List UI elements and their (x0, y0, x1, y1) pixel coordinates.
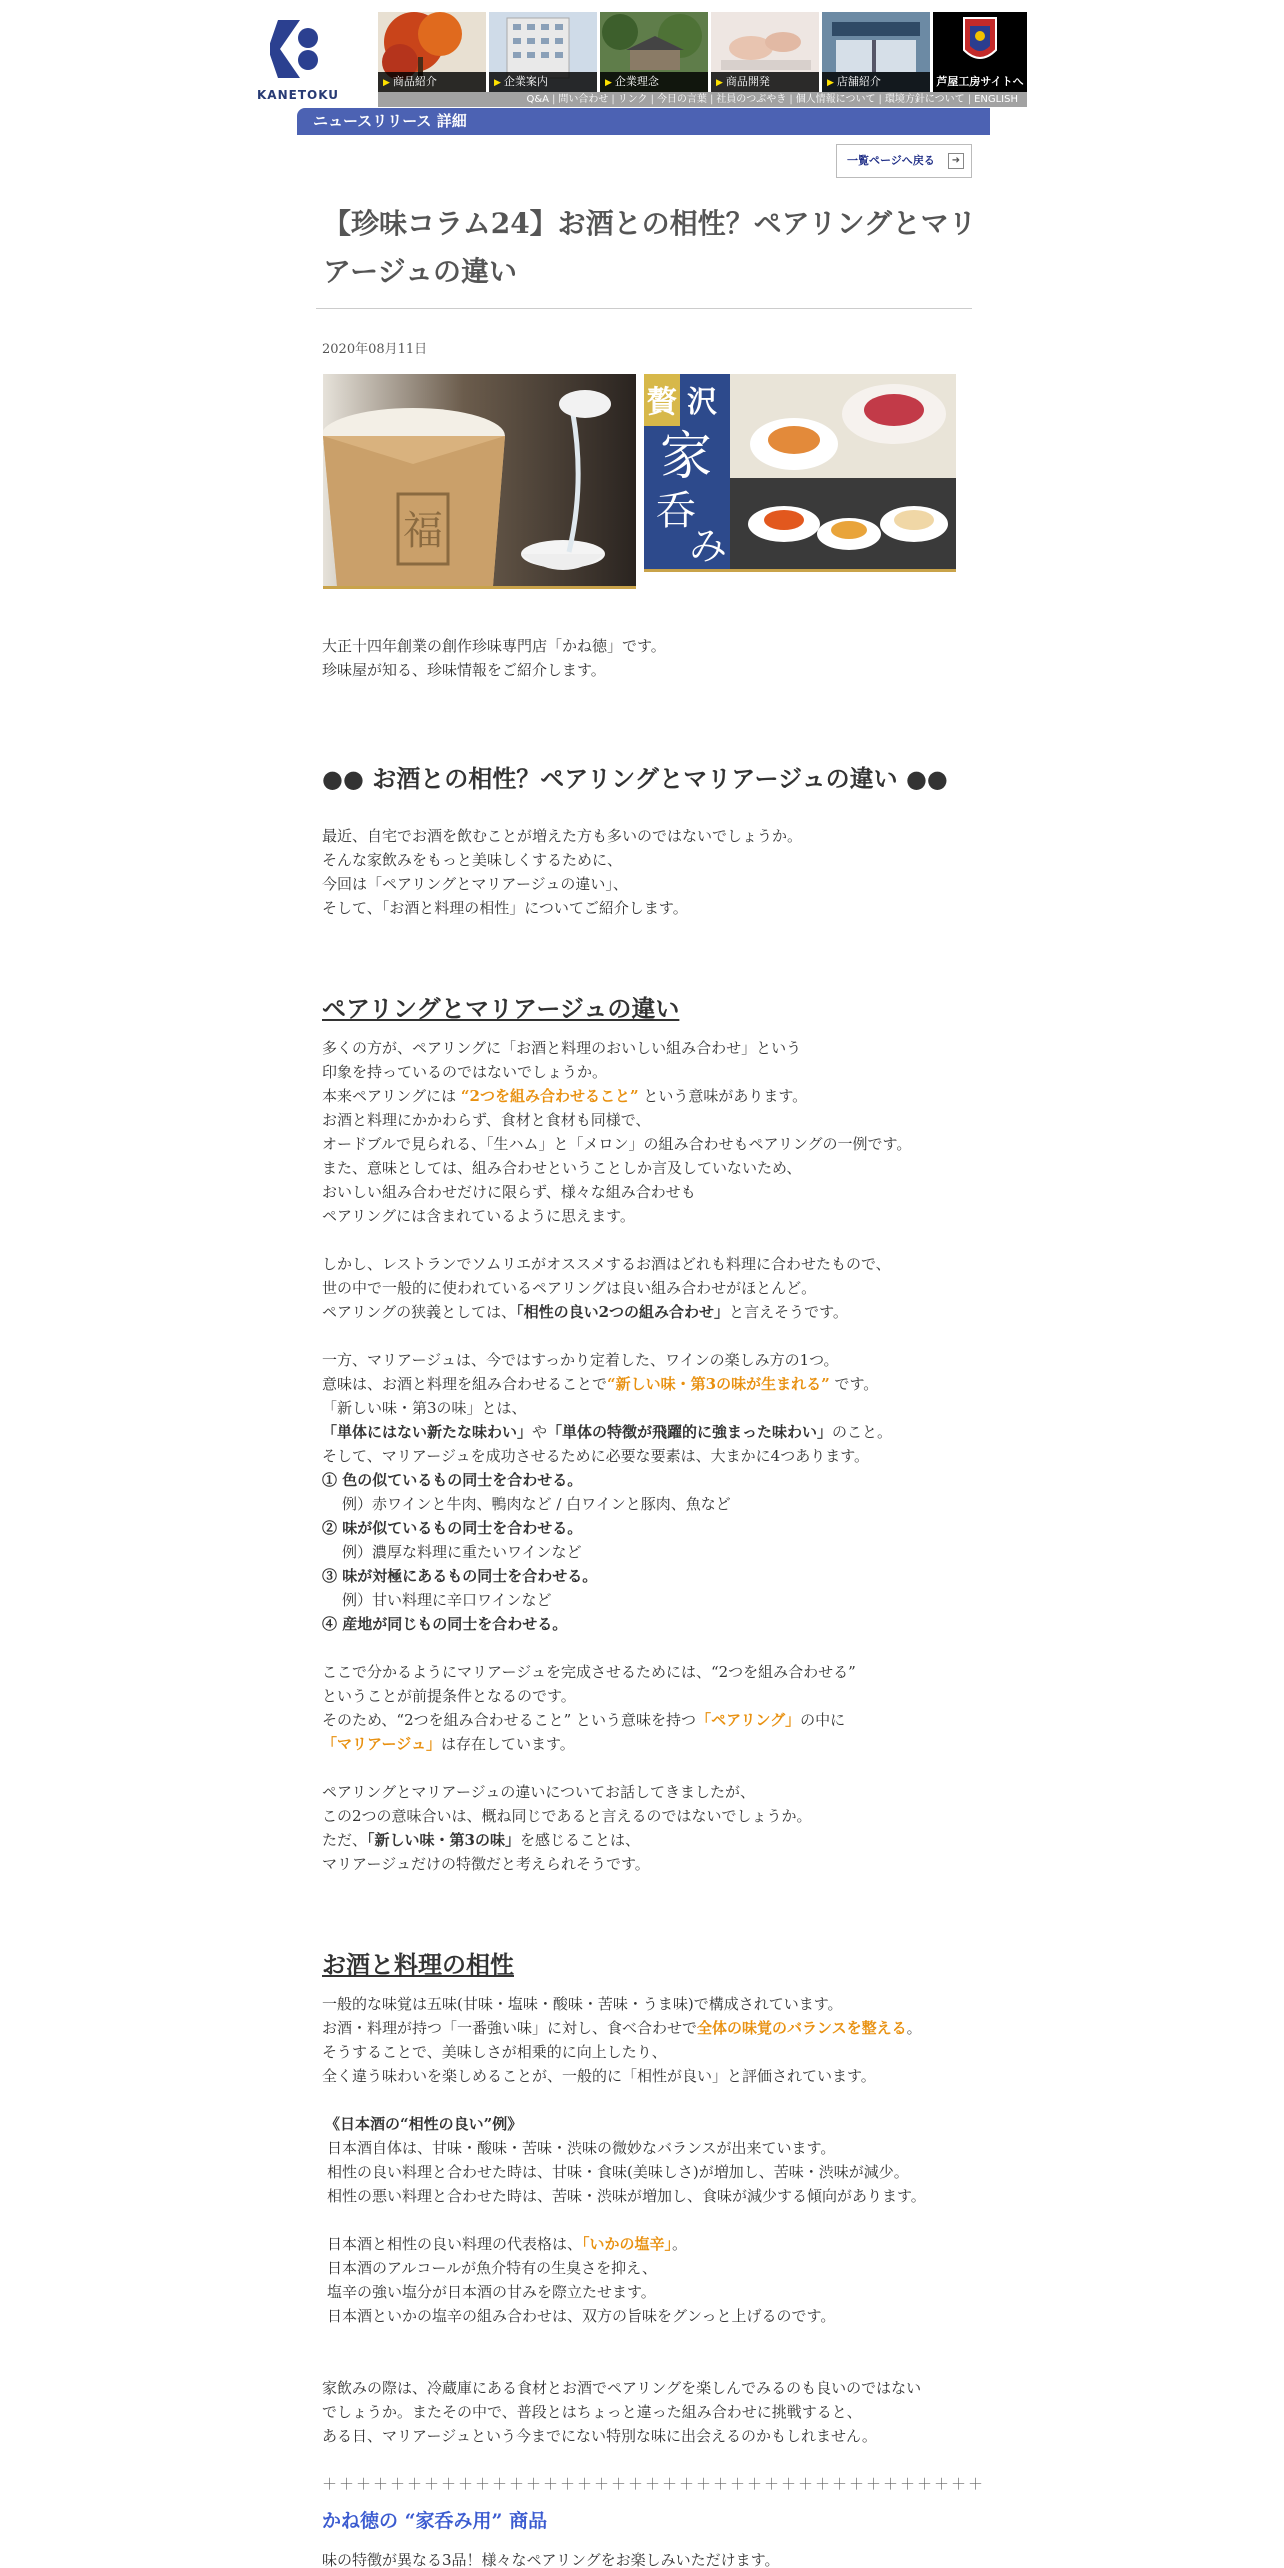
ienomi-banner-photo (644, 374, 956, 572)
element-item: ③ 味が対極にあるもの同士を合わせる。 (322, 1567, 598, 1585)
article-date: 2020年08月11日 (322, 342, 428, 357)
link-staff-murmur[interactable]: 社員のつぶやき (716, 94, 787, 105)
element-example: 例）甘い料理に辛口ワインなど (342, 1591, 552, 1609)
intro-line: 珍味屋が知る、珍味情報をご紹介します。 (322, 661, 606, 679)
product-heading: かね徳の “家呑み用” 商品 (322, 2510, 548, 2532)
ashiya-kobo-link[interactable]: 芦屋工房サイトへ (933, 12, 1027, 92)
site-header (257, 12, 1027, 107)
link-todays-word[interactable]: 今日の言葉 (656, 94, 707, 105)
site-logo[interactable] (257, 12, 340, 107)
element-example: 例）赤ワインと牛肉、鴨肉など / 白ワインと豚肉、魚など (342, 1495, 731, 1513)
banner-char-mi: み (688, 524, 728, 568)
text-line: おいしい組み合わせだけに限らず、様々な組み合わせも (322, 1183, 696, 1201)
article-title: 【珍味コラム24】お酒との相性？ペアリングとマリアージュの違い (323, 207, 977, 288)
text-line: 日本酒自体は、甘味・酸味・苦味・渋味の微妙なバランスが出来ています。 (327, 2139, 836, 2157)
text-line: 「マリアージュ」は存在しています。 (322, 1735, 575, 1753)
arrow-right-icon: ➜ (948, 153, 964, 169)
text-line: お酒と料理にかかわらず、食材と食材も同様で、 (322, 1111, 651, 1129)
text-line: また、意味としては、組み合わせということしか言及していないため、 (322, 1159, 802, 1177)
kanetoku-logo-icon (270, 16, 326, 82)
opening-line: そんな家飲みをもっと美味しくするために、 (322, 851, 623, 869)
banner-char-taku: 沢 (687, 385, 717, 420)
text-line: 塩辛の強い塩分が日本酒の甘みを際立たせます。 (327, 2283, 656, 2301)
text-line: ペアリングには含まれているように思えます。 (322, 1207, 635, 1225)
banner-char-ie: 家 (659, 427, 713, 487)
nav-stores[interactable]: ▶ 店舗紹介 (822, 12, 930, 92)
text-line: 一般的な味覚は五味(甘味・塩味・酸味・苦味・うま味)で構成されています。 (322, 1995, 843, 2013)
text-line: 全く違う味わいを楽しめることが、一般的に「相性が良い」と評価されています。 (322, 2067, 876, 2085)
text-line: お酒・料理が持つ「一番強い味」に対し、食べ合わせで全体の味覚のバランスを整える。 (322, 2019, 922, 2037)
closing-line: 家飲みの際は、冷蔵庫にある食材とお酒でペアリングを楽しんでみるのも良いのではない (322, 2379, 922, 2397)
logo-text: KANETOKU (257, 88, 340, 102)
element-item: ② 味が似ているもの同士を合わせる。 (322, 1519, 583, 1537)
text-line: ということが前提条件となるのです。 (322, 1687, 576, 1705)
link-environment[interactable]: 環境方針について (884, 94, 965, 105)
back-to-list-button[interactable] (836, 144, 972, 178)
nav-products[interactable]: ▶ 商品紹介 (378, 12, 486, 92)
text-line: しかし、レストランでソムリエがオススメするお酒はどれも料理に合わせたもので、 (322, 1255, 891, 1273)
closing-line: でしょうか。またその中で、普段とはちょっと違った組み合わせに挑戦すると、 (322, 2403, 862, 2421)
nav-company[interactable]: ▶ 企業案内 (489, 12, 597, 92)
text-line: ただ、「新しい味・第3の味」を感じることは、 (322, 1831, 640, 1849)
example-title: 《日本酒の“相性の良い”例》 (325, 2115, 523, 2133)
text-line: そして、マリアージュを成功させるために必要な要素は、大まかに4つあります。 (322, 1447, 869, 1465)
heading-pairing-vs-mariage: ペアリングとマリアージュの違い (322, 994, 680, 1023)
plus-divider: ＋＋＋＋＋＋＋＋＋＋＋＋＋＋＋＋＋＋＋＋＋＋＋＋＋＋＋＋＋＋＋＋＋＋＋＋＋＋＋ (322, 2475, 986, 2493)
text-line: 相性の良い料理と合わせた時は、甘味・食味(美味しさ)が増加し、苦味・渋味が減少。 (327, 2163, 909, 2181)
text-line: 印象を持っているのではないでしょうか。 (322, 1063, 608, 1081)
link-links[interactable]: リンク (617, 94, 648, 105)
section-title: ●● お酒との相性？ペアリングとマリアージュの違い ●● (322, 764, 948, 793)
opening-line: 最近、自宅でお酒を飲むことが増えた方も多いのではないでしょうか。 (322, 827, 803, 845)
text-line: 世の中で一般的に使われているペアリングは良い組み合わせがほとんど。 (322, 1279, 817, 1297)
link-english[interactable]: ENGLISH (974, 94, 1018, 105)
text-line: 本来ペアリングには “2つを組み合わせること” という意味があります。 (322, 1087, 808, 1105)
text-line: そうすることで、美味しさが相乗的に向上したり、 (322, 2043, 667, 2061)
nav-philosophy[interactable]: ▶ 企業理念 (600, 12, 708, 92)
opening-line: そして、「お酒と料理の相性」についてご紹介します。 (322, 899, 688, 917)
sub-links: Q&A | 問い合わせ | リンク | 今日の言葉 | 社員のつぶやき | 個人情報について | 環境方針について | ENGLISH (378, 92, 1027, 107)
text-line: 多くの方が、ペアリングに「お酒と料理のおいしい組み合わせ」という (322, 1039, 802, 1057)
element-item: ① 色の似ているもの同士を合わせる。 (322, 1471, 583, 1489)
text-line: 日本酒と相性の良い料理の代表格は、「いかの塩辛」。 (327, 2235, 688, 2253)
banner-char-nomi: 呑 (656, 488, 696, 534)
link-privacy[interactable]: 個人情報について (795, 94, 876, 105)
text-line: この2つの意味合いは、概ね同じであると言えるのではないでしょうか。 (322, 1807, 812, 1825)
text-line: ペアリングの狭義としては、「相性の良い2つの組み合わせ」と言えそうです。 (322, 1303, 848, 1321)
text-line: 「新しい味・第3の味」とは、 (322, 1399, 527, 1417)
text-line: 相性の悪い料理と合わせた時は、苦味・渋味が増加し、食味が減少する傾向があります。 (327, 2187, 926, 2205)
intro-line: 大正十四年創業の創作珍味専門店「かね徳」です。 (322, 637, 666, 655)
banner-char-zei: 贅 (647, 385, 677, 420)
product-text: 味の特徴が異なる3品！様々なペアリングをお楽しみいただけます。 (322, 2551, 780, 2568)
text-line: 一方、マリアージュは、今ではすっかり定着した、ワインの楽しみ方の1つ。 (322, 1351, 839, 1369)
text-line: ここで分かるようにマリアージュを完成させるためには、“2つを組み合わせる” (322, 1663, 856, 1681)
text-line: マリアージュだけの特徴だと考えられそうです。 (322, 1855, 650, 1873)
text-line: ペアリングとマリアージュの違いについてお話してきましたが、 (322, 1783, 756, 1801)
text-line: 日本酒といかの塩辛の組み合わせは、双方の旨味をグンっと上げるのです。 (327, 2307, 836, 2325)
sake-masu-photo (323, 374, 636, 589)
closing-line: ある日、マリアージュという今までにない特別な味に出会えるのかもしれません。 (322, 2427, 877, 2445)
heading-sake-food-compat: お酒と料理の相性 (322, 1950, 514, 1979)
element-item: ④ 産地が同じもの同士を合わせる。 (322, 1615, 568, 1633)
text-line: オードブルで見られる、「生ハム」と「メロン」の組み合わせもペアリングの一例です。 (322, 1135, 912, 1153)
opening-line: 今回は「ペアリングとマリアージュの違い」、 (322, 875, 628, 893)
link-qa[interactable]: Q&A (526, 94, 549, 105)
text-line: 「単体にはない新たな味わい」や「単体の特徴が飛躍的に強まった味わい」のこと。 (322, 1423, 893, 1441)
news-release-bar: ニュースリリース 詳細 (297, 108, 990, 135)
back-to-list-label: 一覧ページへ戻る (847, 154, 935, 167)
element-example: 例）濃厚な料理に重たいワインなど (342, 1543, 582, 1561)
text-line: 意味は、お酒と料理を組み合わせることで“新しい味・第3の味が生まれる” です。 (322, 1375, 879, 1393)
nav-development[interactable]: ▶ 商品開発 (711, 12, 819, 92)
article-body (322, 634, 1002, 2568)
masu-fuku-char: 福 (403, 508, 443, 554)
text-line: そのため、“2つを組み合わせること” という意味を持つ「ペアリング」の中に (322, 1711, 846, 1729)
ashiya-emblem-icon (960, 16, 1000, 68)
text-line: 日本酒のアルコールが魚介特有の生臭さを抑え、 (327, 2259, 658, 2277)
link-contact[interactable]: 問い合わせ (558, 94, 609, 105)
title-divider (316, 308, 972, 309)
global-nav (378, 12, 1027, 92)
